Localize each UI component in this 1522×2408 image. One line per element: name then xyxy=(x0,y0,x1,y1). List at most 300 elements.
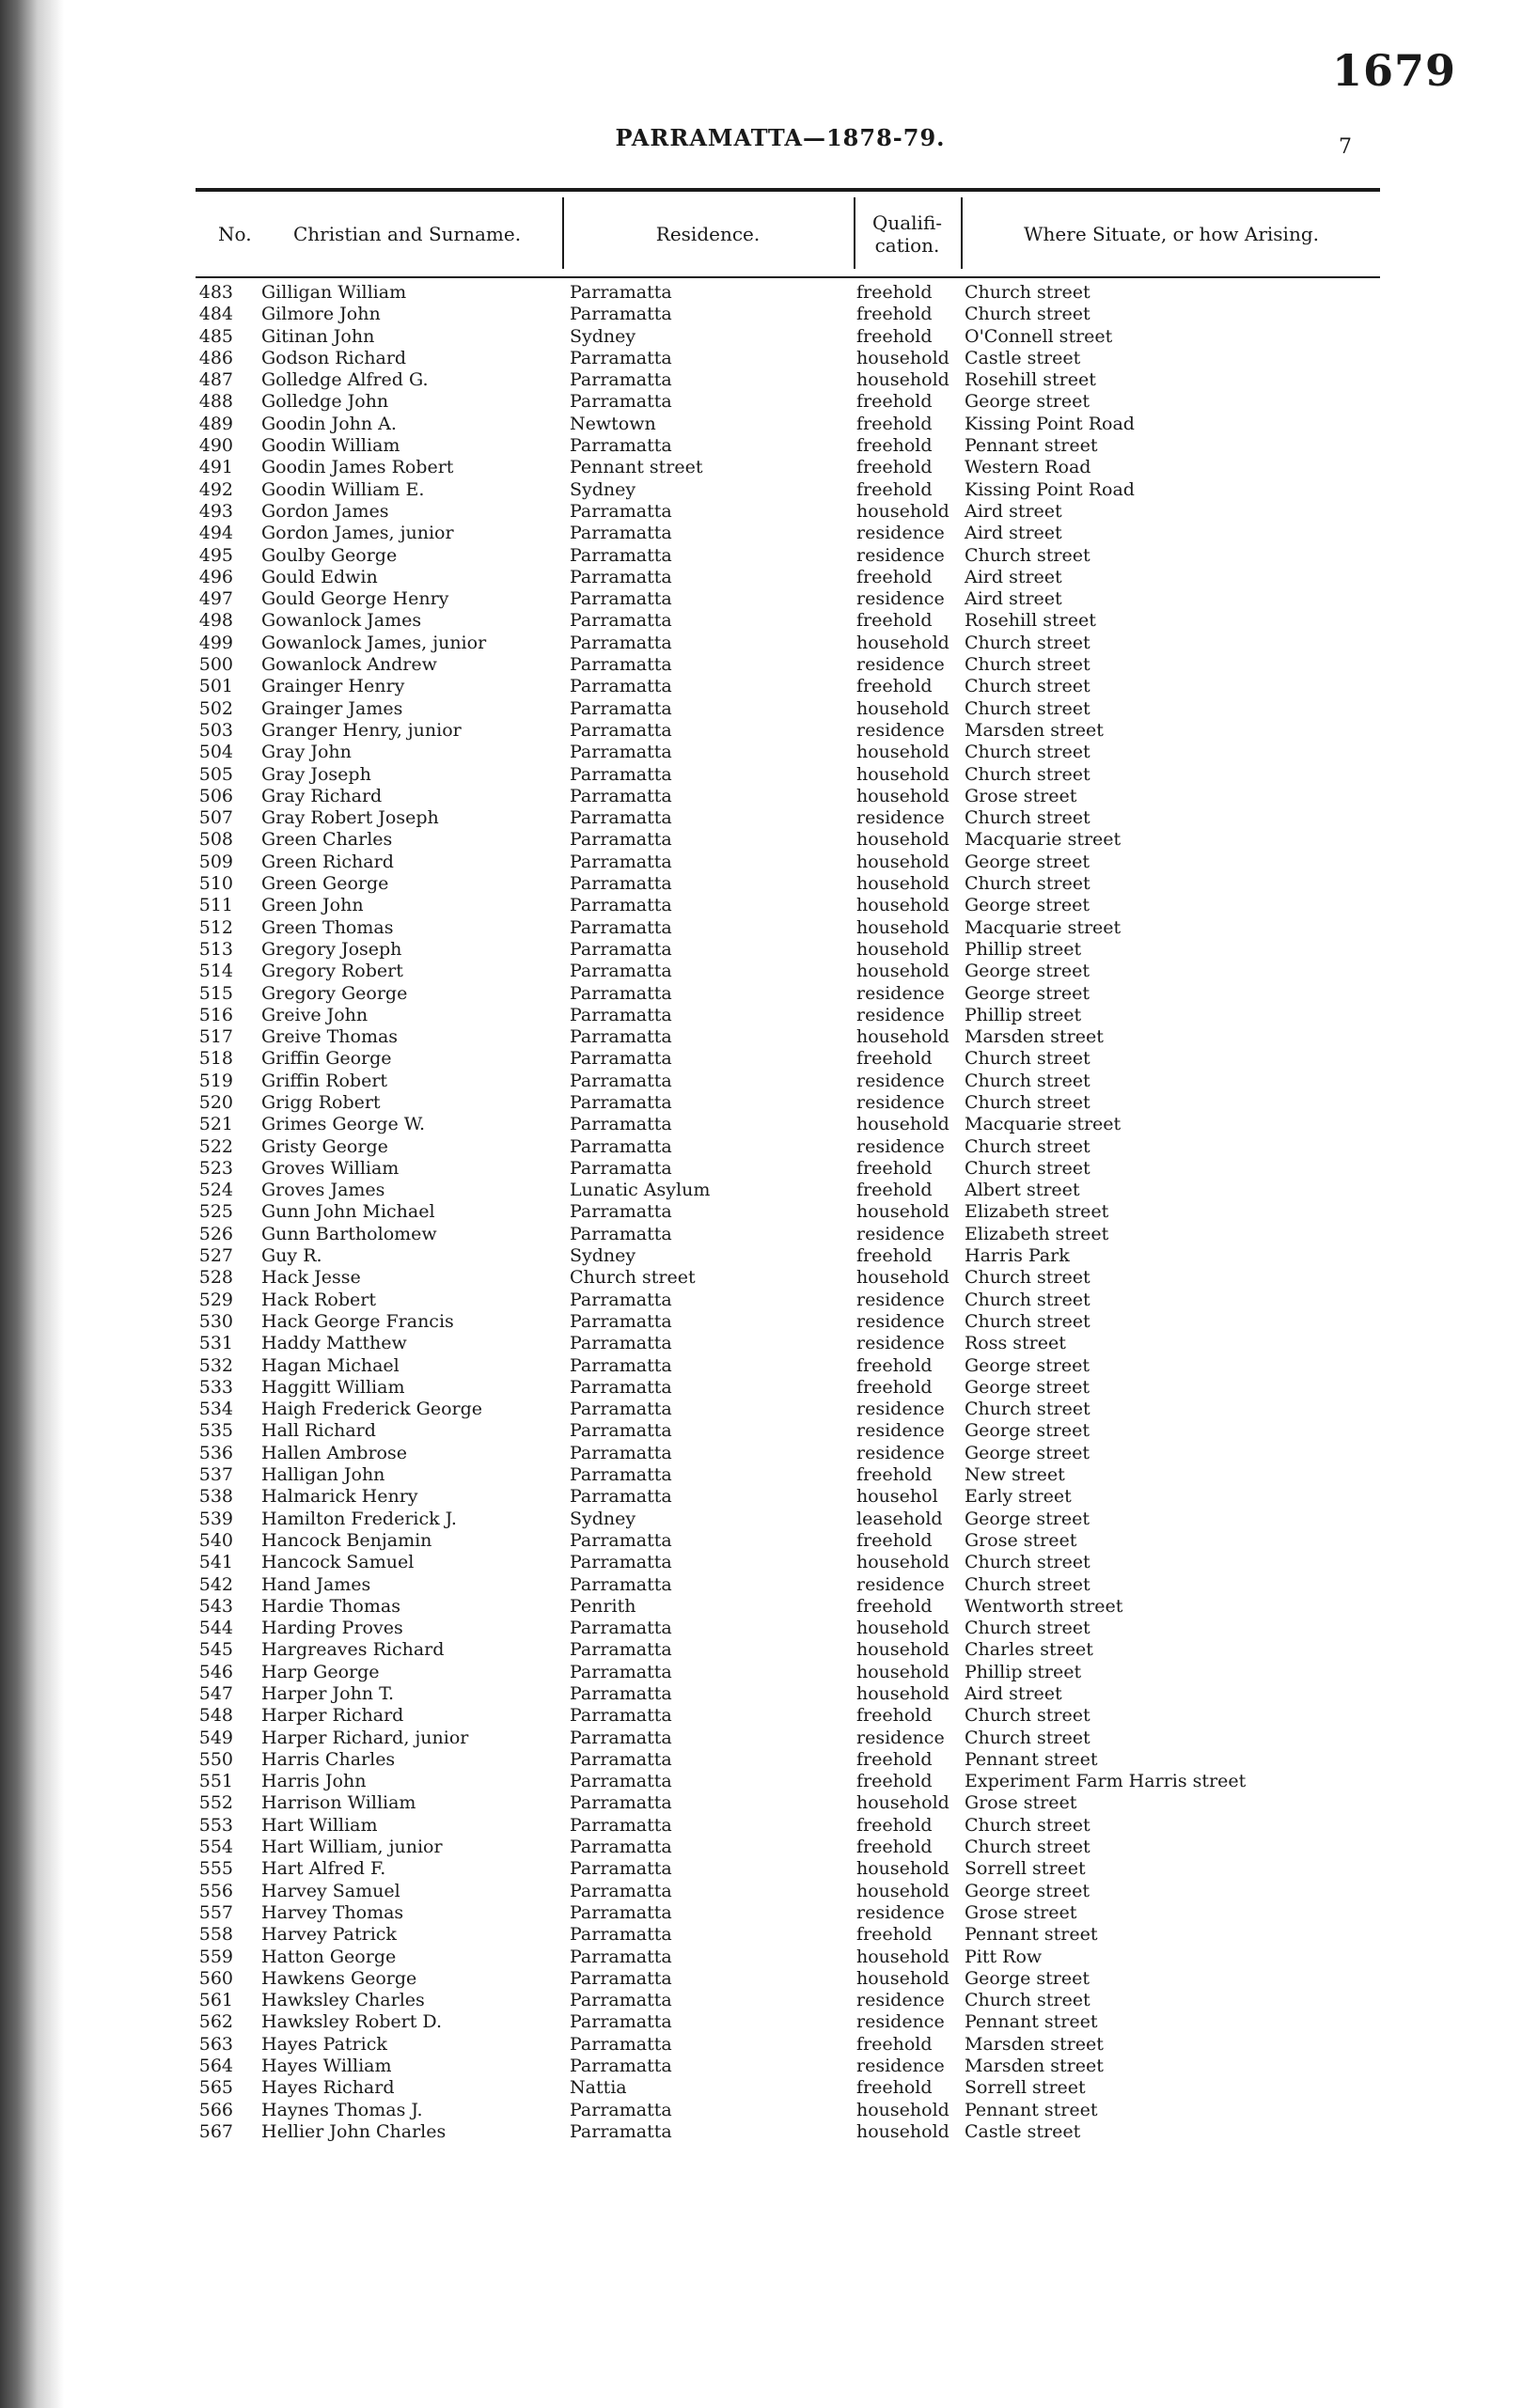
row-where: Church street xyxy=(965,1135,1091,1157)
table-row xyxy=(196,588,1380,610)
table-row xyxy=(196,1333,1380,1354)
row-where: Ross street xyxy=(965,1333,1066,1354)
row-qualification: residence xyxy=(856,1573,945,1595)
row-name: Groves William xyxy=(261,1157,400,1179)
row-where: Pennant street xyxy=(965,1748,1098,1770)
row-number: 529 xyxy=(198,1289,233,1310)
row-where: George street xyxy=(965,961,1090,982)
row-where: Phillip street xyxy=(965,938,1082,960)
table-row xyxy=(196,939,1380,961)
row-number: 506 xyxy=(198,785,233,806)
row-where: Macquarie street xyxy=(965,1114,1122,1135)
column-header-no: No. xyxy=(218,223,252,245)
table-row xyxy=(196,895,1380,916)
row-number: 486 xyxy=(198,347,233,368)
row-residence: Parramatta xyxy=(570,1004,672,1025)
row-number: 537 xyxy=(198,1464,233,1486)
row-where: Church street xyxy=(965,1837,1091,1858)
row-residence: Parramatta xyxy=(570,2056,672,2077)
row-qualification: household xyxy=(856,697,949,719)
row-name: Gordon James xyxy=(261,500,389,522)
row-where: Kissing Point Road xyxy=(965,478,1135,500)
row-where: Pennant street xyxy=(965,1924,1098,1946)
row-number: 560 xyxy=(198,1967,233,1989)
table-row xyxy=(196,414,1380,435)
row-number: 490 xyxy=(198,435,233,457)
table-row xyxy=(196,1355,1380,1377)
table-row xyxy=(196,1662,1380,1683)
table-row xyxy=(196,742,1380,763)
table-row xyxy=(196,633,1380,654)
row-number: 566 xyxy=(198,2099,233,2120)
column-header-where: Where Situate, or how Arising. xyxy=(1023,223,1319,245)
row-number: 547 xyxy=(198,1683,233,1704)
row-number: 565 xyxy=(198,2077,233,2099)
row-where: Aird street xyxy=(965,523,1062,544)
row-qualification: freehold xyxy=(856,435,933,457)
table-row xyxy=(196,1048,1380,1070)
row-name: Harding Proves xyxy=(261,1618,403,1639)
row-qualification: household xyxy=(856,1880,949,1901)
row-residence: Parramatta xyxy=(570,895,672,916)
row-qualification: freehold xyxy=(856,391,933,413)
table-row xyxy=(196,1509,1380,1530)
row-name: Halligan John xyxy=(261,1464,385,1486)
row-name: Harris Charles xyxy=(261,1748,396,1770)
row-residence: Parramatta xyxy=(570,2011,672,2033)
row-qualification: household xyxy=(856,2120,949,2142)
row-residence: Parramatta xyxy=(570,566,672,587)
row-residence: Sydney xyxy=(570,325,636,347)
row-name: Hargreaves Richard xyxy=(261,1639,445,1661)
row-qualification: freehold xyxy=(856,1595,933,1617)
row-residence: Parramatta xyxy=(570,1901,672,1923)
row-where: Church street xyxy=(965,1552,1091,1573)
row-number: 523 xyxy=(198,1157,233,1179)
row-where: Church street xyxy=(965,544,1091,566)
table-row xyxy=(196,501,1380,523)
row-name: Granger Henry, junior xyxy=(261,719,462,741)
row-residence: Parramatta xyxy=(570,785,672,806)
row-name: Hayes Richard xyxy=(261,2077,395,2099)
row-number: 545 xyxy=(198,1639,233,1661)
row-number: 558 xyxy=(198,1924,233,1946)
row-number: 511 xyxy=(198,895,233,916)
row-qualification: household xyxy=(856,1683,949,1704)
row-number: 513 xyxy=(198,938,233,960)
row-where: Albert street xyxy=(965,1180,1080,1201)
table-row xyxy=(196,1464,1380,1486)
table-row xyxy=(196,1968,1380,1990)
row-name: Gregory George xyxy=(261,982,408,1004)
row-qualification: househol xyxy=(856,1486,938,1508)
row-qualification: freehold xyxy=(856,413,933,434)
page-number: 1679 xyxy=(1331,45,1456,96)
row-residence: Church street xyxy=(570,1267,696,1289)
row-name: Gilligan William xyxy=(261,282,407,303)
row-residence: Parramatta xyxy=(570,807,672,829)
row-residence: Parramatta xyxy=(570,1399,672,1420)
row-residence: Newtown xyxy=(570,413,656,434)
row-name: Golledge Alfred G. xyxy=(261,369,429,391)
row-name: Griffin George xyxy=(261,1048,392,1070)
row-number: 484 xyxy=(198,304,233,325)
row-where: Church street xyxy=(965,1267,1091,1289)
row-residence: Parramatta xyxy=(570,1442,672,1463)
table-row xyxy=(196,1026,1380,1048)
row-residence: Parramatta xyxy=(570,391,672,413)
row-name: Hatton George xyxy=(261,1946,397,1967)
row-qualification: residence xyxy=(856,1223,945,1244)
table-row xyxy=(196,1486,1380,1508)
row-residence: Parramatta xyxy=(570,676,672,697)
row-where: Marsden street xyxy=(965,1026,1104,1048)
row-name: Greive Thomas xyxy=(261,1026,399,1048)
row-where: Pitt Row xyxy=(965,1946,1043,1967)
row-residence: Parramatta xyxy=(570,2033,672,2055)
row-name: Hayes Patrick xyxy=(261,2033,387,2055)
row-residence: Parramatta xyxy=(570,1552,672,1573)
row-where: Church street xyxy=(965,1310,1091,1332)
row-qualification: household xyxy=(856,1967,949,1989)
row-name: Haggitt William xyxy=(261,1376,405,1398)
row-residence: Parramatta xyxy=(570,1880,672,1901)
row-number: 539 xyxy=(198,1508,233,1529)
row-name: Harvey Patrick xyxy=(261,1924,397,1946)
row-name: Hack George Francis xyxy=(261,1310,454,1332)
row-where: Macquarie street xyxy=(965,916,1122,938)
table-row xyxy=(196,1420,1380,1442)
table-row xyxy=(196,1749,1380,1771)
row-where: George street xyxy=(965,391,1090,413)
row-residence: Parramatta xyxy=(570,1683,672,1704)
row-number: 503 xyxy=(198,719,233,741)
row-number: 548 xyxy=(198,1705,233,1727)
row-qualification: residence xyxy=(856,1990,945,2011)
row-number: 551 xyxy=(198,1771,233,1792)
row-residence: Parramatta xyxy=(570,282,672,303)
table-row xyxy=(196,2011,1380,2033)
row-number: 499 xyxy=(198,632,233,653)
row-qualification: freehold xyxy=(856,1048,933,1070)
row-qualification: residence xyxy=(856,654,945,676)
table-row xyxy=(196,1683,1380,1705)
row-residence: Parramatta xyxy=(570,1157,672,1179)
row-residence: Parramatta xyxy=(570,742,672,763)
row-name: Grainger Henry xyxy=(261,676,405,697)
row-name: Gould Edwin xyxy=(261,566,378,587)
row-where: Church street xyxy=(965,1289,1091,1310)
row-name: Gordon James, junior xyxy=(261,523,454,544)
row-number: 500 xyxy=(198,654,233,676)
row-residence: Parramatta xyxy=(570,1048,672,1070)
row-residence: Parramatta xyxy=(570,938,672,960)
row-qualification: residence xyxy=(856,1420,945,1442)
row-name: Goodin John A. xyxy=(261,413,397,434)
row-name: Gray Robert Joseph xyxy=(261,807,439,829)
row-where: George street xyxy=(965,1376,1090,1398)
table-row xyxy=(196,567,1380,588)
row-residence: Sydney xyxy=(570,1245,636,1267)
row-residence: Parramatta xyxy=(570,1201,672,1223)
table-row xyxy=(196,1815,1380,1837)
row-qualification: household xyxy=(856,1618,949,1639)
row-residence: Parramatta xyxy=(570,851,672,872)
table-row xyxy=(196,1792,1380,1814)
row-where: Early street xyxy=(965,1486,1072,1508)
row-qualification: freehold xyxy=(856,610,933,632)
table-row xyxy=(196,852,1380,873)
table-row xyxy=(196,983,1380,1005)
row-qualification: household xyxy=(856,873,949,895)
row-qualification: household xyxy=(856,347,949,368)
table-row xyxy=(196,610,1380,632)
row-number: 557 xyxy=(198,1901,233,1923)
table-row xyxy=(196,1092,1380,1114)
row-residence: Parramatta xyxy=(570,1814,672,1836)
row-qualification: freehold xyxy=(856,304,933,325)
row-name: Gunn Bartholomew xyxy=(261,1223,437,1244)
row-residence: Parramatta xyxy=(570,1289,672,1310)
row-name: Harvey Samuel xyxy=(261,1880,400,1901)
row-qualification: residence xyxy=(856,1901,945,1923)
row-number: 514 xyxy=(198,961,233,982)
table-row xyxy=(196,1881,1380,1902)
row-name: Hawksley Charles xyxy=(261,1990,425,2011)
row-residence: Parramatta xyxy=(570,1639,672,1661)
row-where: Pennant street xyxy=(965,435,1098,457)
row-where: Church street xyxy=(965,654,1091,676)
row-where: Church street xyxy=(965,742,1091,763)
row-where: Sorrell street xyxy=(965,1858,1086,1880)
table-row xyxy=(196,1990,1380,2011)
row-residence: Parramatta xyxy=(570,1705,672,1727)
row-where: George street xyxy=(965,982,1090,1004)
table-row xyxy=(196,1071,1380,1092)
row-where: Aird street xyxy=(965,588,1062,610)
row-qualification: household xyxy=(856,1858,949,1880)
row-where: Grose street xyxy=(965,785,1077,806)
table-row xyxy=(196,1728,1380,1749)
row-qualification: leasehold xyxy=(856,1508,943,1529)
row-name: Harrison William xyxy=(261,1792,416,1814)
row-name: Hart William, junior xyxy=(261,1837,443,1858)
row-qualification: freehold xyxy=(856,1837,933,1858)
row-qualification: household xyxy=(856,742,949,763)
row-qualification: freehold xyxy=(856,457,933,478)
row-number: 528 xyxy=(198,1267,233,1289)
row-where: Church street xyxy=(965,1990,1091,2011)
row-qualification: household xyxy=(856,1552,949,1573)
table-row xyxy=(196,829,1380,851)
row-number: 519 xyxy=(198,1070,233,1091)
row-where: George street xyxy=(965,895,1090,916)
row-name: Harvey Thomas xyxy=(261,1901,404,1923)
table-row xyxy=(196,1596,1380,1618)
row-where: Aird street xyxy=(965,500,1062,522)
row-name: Gilmore John xyxy=(261,304,381,325)
table-row xyxy=(196,326,1380,348)
row-number: 555 xyxy=(198,1858,233,1880)
row-number: 502 xyxy=(198,697,233,719)
table-row xyxy=(196,1837,1380,1858)
row-number: 497 xyxy=(198,588,233,610)
row-where: Wentworth street xyxy=(965,1595,1123,1617)
row-name: Gitinan John xyxy=(261,325,375,347)
row-number: 498 xyxy=(198,610,233,632)
row-residence: Parramatta xyxy=(570,654,672,676)
row-where: George street xyxy=(965,851,1090,872)
row-residence: Parramatta xyxy=(570,982,672,1004)
row-number: 564 xyxy=(198,2056,233,2077)
row-name: Harper John T. xyxy=(261,1683,394,1704)
row-number: 543 xyxy=(198,1595,233,1617)
column-header-residence: Residence. xyxy=(655,223,761,245)
row-where: George street xyxy=(965,1967,1090,1989)
row-name: Haigh Frederick George xyxy=(261,1399,483,1420)
row-residence: Parramatta xyxy=(570,369,672,391)
table-row xyxy=(196,1639,1380,1661)
row-qualification: residence xyxy=(856,523,945,544)
row-where: George street xyxy=(965,1354,1090,1376)
table-row xyxy=(196,873,1380,895)
row-residence: Parramatta xyxy=(570,304,672,325)
row-residence: Parramatta xyxy=(570,1924,672,1946)
row-residence: Parramatta xyxy=(570,1837,672,1858)
row-name: Gray Joseph xyxy=(261,763,371,785)
table-row xyxy=(196,654,1380,676)
row-residence: Nattia xyxy=(570,2077,627,2099)
row-number: 496 xyxy=(198,566,233,587)
row-where: Church street xyxy=(965,1399,1091,1420)
row-where: Church street xyxy=(965,1727,1091,1748)
row-name: Gregory Joseph xyxy=(261,938,402,960)
row-name: Golledge John xyxy=(261,391,389,413)
row-number: 530 xyxy=(198,1310,233,1332)
row-where: Church street xyxy=(965,807,1091,829)
table-row xyxy=(196,1618,1380,1639)
row-qualification: residence xyxy=(856,2056,945,2077)
table-row xyxy=(196,786,1380,807)
table-row xyxy=(196,720,1380,742)
row-residence: Parramatta xyxy=(570,916,672,938)
row-qualification: household xyxy=(856,1267,949,1289)
row-where: Church street xyxy=(965,763,1091,785)
row-number: 561 xyxy=(198,1990,233,2011)
row-residence: Parramatta xyxy=(570,1792,672,1814)
row-qualification: household xyxy=(856,851,949,872)
row-qualification: residence xyxy=(856,2011,945,2033)
row-residence: Parramatta xyxy=(570,1727,672,1748)
row-number: 485 xyxy=(198,325,233,347)
row-name: Haddy Matthew xyxy=(261,1333,407,1354)
table-row xyxy=(196,1771,1380,1792)
row-number: 505 xyxy=(198,763,233,785)
row-name: Guy R. xyxy=(261,1245,322,1267)
row-residence: Penrith xyxy=(570,1595,636,1617)
row-where: Church street xyxy=(965,632,1091,653)
row-qualification: freehold xyxy=(856,1748,933,1770)
page-title: PARRAMATTA—1878-79. xyxy=(615,124,946,151)
table-row xyxy=(196,1705,1380,1727)
table-row xyxy=(196,1924,1380,1946)
row-qualification: residence xyxy=(856,1289,945,1310)
row-name: Greive John xyxy=(261,1004,369,1025)
row-name: Hellier John Charles xyxy=(261,2120,447,2142)
row-name: Hack Jesse xyxy=(261,1267,361,1289)
table-row xyxy=(196,1399,1380,1420)
row-residence: Parramatta xyxy=(570,1529,672,1551)
row-where: George street xyxy=(965,1880,1090,1901)
row-where: Church street xyxy=(965,873,1091,895)
row-number: 535 xyxy=(198,1420,233,1442)
row-name: Hamilton Frederick J. xyxy=(261,1508,457,1529)
row-where: New street xyxy=(965,1464,1065,1486)
row-number: 494 xyxy=(198,523,233,544)
table-row xyxy=(196,2077,1380,2099)
row-qualification: residence xyxy=(856,982,945,1004)
row-number: 526 xyxy=(198,1223,233,1244)
row-number: 533 xyxy=(198,1376,233,1398)
row-number: 522 xyxy=(198,1135,233,1157)
row-qualification: household xyxy=(856,1946,949,1967)
row-number: 489 xyxy=(198,413,233,434)
row-residence: Parramatta xyxy=(570,719,672,741)
row-residence: Parramatta xyxy=(570,1990,672,2011)
table-row xyxy=(196,807,1380,829)
row-where: Kissing Point Road xyxy=(965,413,1135,434)
row-number: 538 xyxy=(198,1486,233,1508)
row-number: 527 xyxy=(198,1245,233,1267)
row-name: Goodin William xyxy=(261,435,400,457)
row-where: Castle street xyxy=(965,2120,1081,2142)
table-row xyxy=(196,2056,1380,2077)
row-qualification: household xyxy=(856,938,949,960)
row-where: Church street xyxy=(965,1048,1091,1070)
row-number: 546 xyxy=(198,1661,233,1682)
row-name: Hagan Michael xyxy=(261,1354,400,1376)
row-qualification: freehold xyxy=(856,282,933,303)
row-where: Elizabeth street xyxy=(965,1223,1109,1244)
row-name: Goulby George xyxy=(261,544,398,566)
row-qualification: freehold xyxy=(856,325,933,347)
row-qualification: household xyxy=(856,829,949,851)
row-residence: Parramatta xyxy=(570,961,672,982)
table-row xyxy=(196,1311,1380,1333)
row-where: Harris Park xyxy=(965,1245,1070,1267)
row-qualification: household xyxy=(856,895,949,916)
table-row xyxy=(196,1114,1380,1135)
row-number: 563 xyxy=(198,2033,233,2055)
row-qualification: freehold xyxy=(856,1705,933,1727)
row-qualification: household xyxy=(856,916,949,938)
row-name: Halmarick Henry xyxy=(261,1486,418,1508)
table-row xyxy=(196,348,1380,369)
table-row xyxy=(196,1377,1380,1399)
row-number: 549 xyxy=(198,1727,233,1748)
row-name: Groves James xyxy=(261,1180,385,1201)
row-qualification: residence xyxy=(856,1004,945,1025)
row-where: Church street xyxy=(965,676,1091,697)
row-where: Aird street xyxy=(965,566,1062,587)
row-qualification: residence xyxy=(856,544,945,566)
row-name: Hawkens George xyxy=(261,1967,417,1989)
row-number: 567 xyxy=(198,2120,233,2142)
row-where: George street xyxy=(965,1442,1090,1463)
row-number: 488 xyxy=(198,391,233,413)
row-name: Gould George Henry xyxy=(261,588,449,610)
row-number: 562 xyxy=(198,2011,233,2033)
